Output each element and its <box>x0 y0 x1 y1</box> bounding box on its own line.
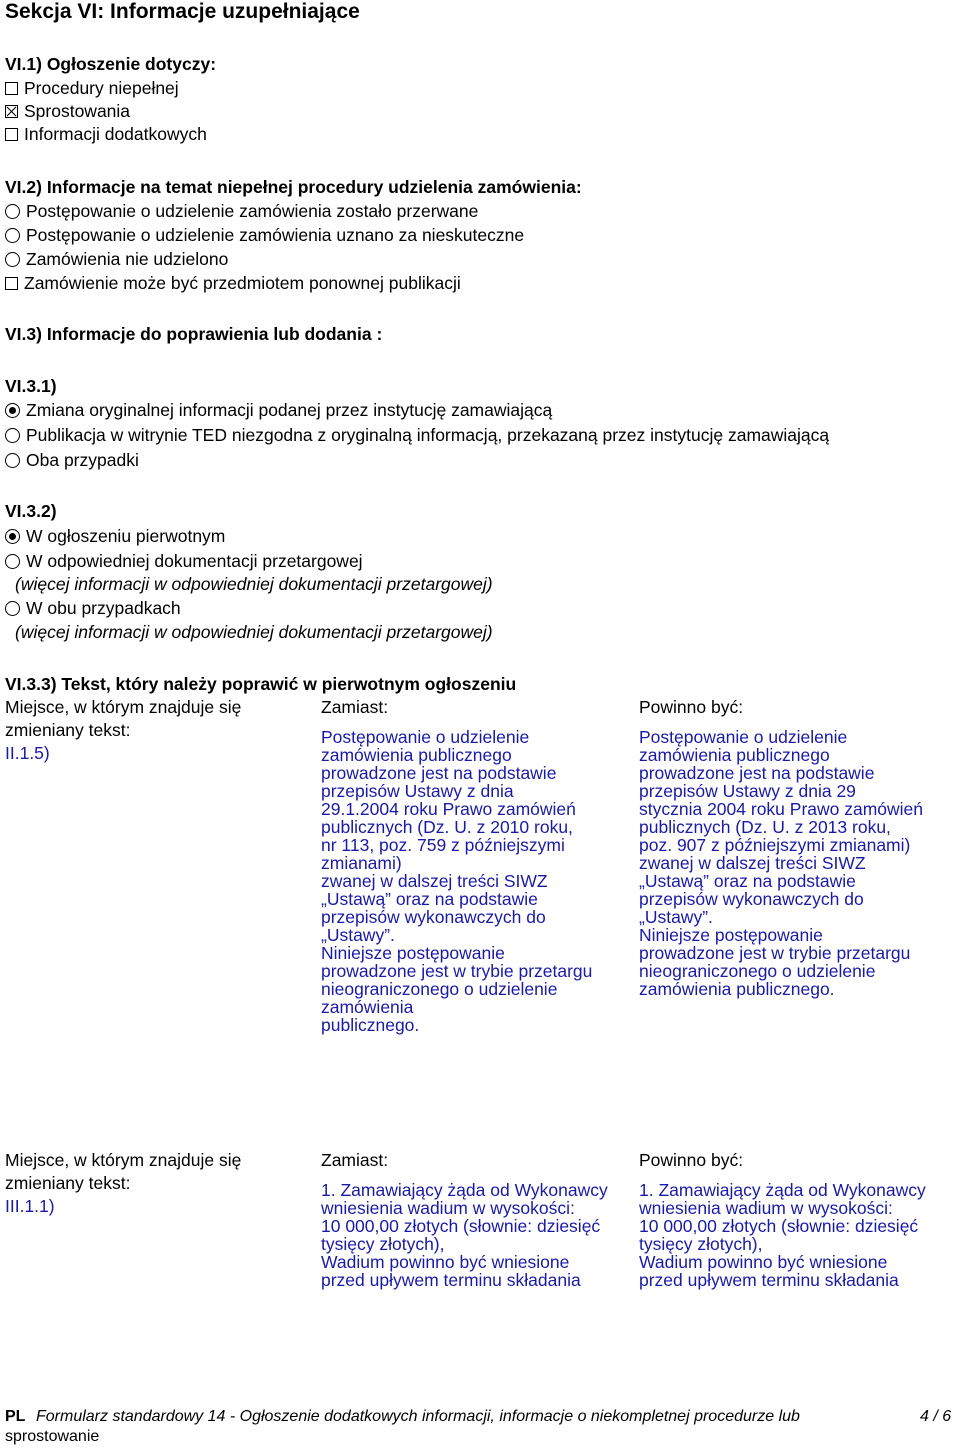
instead-label: Zamiast: <box>321 1150 389 1170</box>
text-line: Postępowanie o udzielenie <box>321 727 530 747</box>
text-line: „Ustawy”. <box>639 907 713 927</box>
footer-form-line2: sprostowanie <box>5 1428 100 1445</box>
option-label: W odpowiedniej dokumentacji przetargowej <box>26 551 363 571</box>
option-label: Zamówienia nie udzielono <box>26 249 229 269</box>
text-line: przepisów Ustawy z dnia 29 <box>639 781 856 801</box>
text-line: „Ustawą” oraz na podstawie <box>639 871 856 891</box>
vi33-heading: VI.3.3) Tekst, który należy poprawić w pierwotnym ogłoszeniu <box>5 674 517 694</box>
option-label: Postępowanie o udzielenie zamówienia uznano za nieskuteczne <box>26 225 525 245</box>
footer-lang: PL <box>5 1408 26 1425</box>
text-line: nieograniczonego o udzielenie <box>639 961 876 981</box>
radio-icon <box>5 554 20 569</box>
text-line: „Ustawy”. <box>321 925 395 945</box>
text-line: zwanej w dalszej treści SIWZ <box>321 871 548 891</box>
option-label: Oba przypadki <box>26 450 139 470</box>
place-value: II.1.5) <box>5 743 50 763</box>
radio-icon <box>5 453 20 468</box>
text-line: Wadium powinno być wniesione <box>321 1252 570 1272</box>
option-label: Sprostowania <box>24 101 131 121</box>
vi31-option-zmiana[interactable] <box>5 398 552 422</box>
text-line: 29.1.2004 roku Prawo zamówień <box>321 799 576 819</box>
vi31-option-ted[interactable] <box>5 423 829 447</box>
place-value: III.1.1) <box>5 1196 55 1216</box>
should-text <box>639 1181 926 1289</box>
text-line: „Ustawą” oraz na podstawie <box>321 889 538 909</box>
text-line: zwanej w dalszej treści SIWZ <box>639 853 866 873</box>
vi31-option-oba[interactable] <box>5 448 139 472</box>
text-line: Niniejsze postępowanie <box>321 943 505 963</box>
vi2-option-przerwane[interactable] <box>5 199 478 223</box>
vi2-option-nie-udzielono[interactable] <box>5 247 228 271</box>
text-line: nr 113, poz. 759 z późniejszymi <box>321 835 565 855</box>
checkbox-icon <box>5 82 18 95</box>
vi32-note-obu: (więcej informacji w odpowiedniej dokumentacji przetargowej) <box>15 622 493 642</box>
place-label-2: zmieniany tekst: <box>5 1173 131 1193</box>
place-label: Miejsce, w którym znajduje się <box>5 697 242 717</box>
text-line: 10 000,00 złotych (słownie: dziesięć <box>321 1216 601 1236</box>
section-title: Sekcja VI: Informacje uzupełniające <box>5 0 360 23</box>
text-line: tysięcy złotych), <box>321 1234 445 1254</box>
checkbox-checked-icon <box>5 105 18 118</box>
place-label: Miejsce, w którym znajduje się <box>5 1150 242 1170</box>
vi32-heading: VI.3.2) <box>5 501 57 521</box>
text-line: zmianami) <box>321 853 402 873</box>
option-label: Publikacja w witrynie TED niezgodna z oryginalną informacją, przekazaną przez instytucję zamawiającą <box>26 425 830 445</box>
vi2-option-nieskuteczne[interactable] <box>5 223 524 247</box>
text-line: zamówienia publicznego <box>639 745 830 765</box>
radio-icon <box>5 204 20 219</box>
vi32-option-pierwotnym[interactable] <box>5 524 225 548</box>
radio-icon <box>5 228 20 243</box>
text-line: 1. Zamawiający żąda od Wykonawcy <box>639 1180 926 1200</box>
radio-icon <box>5 428 20 443</box>
text-line: wniesienia wadium w wysokości: <box>639 1198 893 1218</box>
option-label: Zmiana oryginalnej informacji podanej przez instytucję zamawiającą <box>26 400 553 420</box>
text-line: 10 000,00 złotych (słownie: dziesięć <box>639 1216 919 1236</box>
vi1-option-sprostowania[interactable] <box>5 99 130 123</box>
radio-icon <box>5 601 20 616</box>
text-line: przed upływem terminu składania <box>639 1270 899 1290</box>
option-label: W obu przypadkach <box>26 598 181 618</box>
radio-icon <box>5 252 20 267</box>
checkbox-icon <box>5 277 18 290</box>
text-line: przepisów Ustawy z dnia <box>321 781 514 801</box>
text-line: zamówienia publicznego <box>321 745 512 765</box>
vi1-heading: VI.1) Ogłoszenie dotyczy: <box>5 54 217 74</box>
option-label: Postępowanie o udzielenie zamówienia zostało przerwane <box>26 201 479 221</box>
should-text <box>639 728 923 998</box>
text-line: zamówienia publicznego. <box>639 979 835 999</box>
instead-text <box>321 728 592 1034</box>
instead-label: Zamiast: <box>321 697 389 717</box>
text-line: nieograniczonego o udzielenie <box>321 979 558 999</box>
option-label: Zamówienie może być przedmiotem ponownej publikacji <box>24 273 461 293</box>
text-line: prowadzone jest na podstawie <box>321 763 557 783</box>
vi3-heading: VI.3) Informacje do poprawienia lub dodania : <box>5 324 383 344</box>
checkbox-icon <box>5 128 18 141</box>
option-label: Procedury niepełnej <box>24 78 179 98</box>
vi2-heading: VI.2) Informacje na temat niepełnej procedury udzielenia zamówienia: <box>5 177 582 197</box>
text-line: publicznego. <box>321 1015 420 1035</box>
text-line: Niniejsze postępowanie <box>639 925 823 945</box>
text-line: Postępowanie o udzielenie <box>639 727 848 747</box>
text-line: tysięcy złotych), <box>639 1234 763 1254</box>
text-line: stycznia 2004 roku Prawo zamówień <box>639 799 924 819</box>
text-line: poz. 907 z późniejszymi zmianami) <box>639 835 911 855</box>
text-line: przed upływem terminu składania <box>321 1270 581 1290</box>
text-line: prowadzone jest w trybie przetargu <box>321 961 593 981</box>
text-line: publicznych (Dz. U. z 2010 roku, <box>321 817 573 837</box>
vi31-heading: VI.3.1) <box>5 376 57 396</box>
option-label: Informacji dodatkowych <box>24 124 207 144</box>
radio-selected-icon <box>5 403 20 418</box>
text-line: prowadzone jest na podstawie <box>639 763 875 783</box>
vi1-option-procedury[interactable] <box>5 76 179 100</box>
vi32-option-obu[interactable] <box>5 596 181 620</box>
instead-text <box>321 1181 608 1289</box>
text-line: zamówienia <box>321 997 414 1017</box>
vi2-option-ponownej-publikacji[interactable] <box>5 271 461 295</box>
text-line: Wadium powinno być wniesione <box>639 1252 888 1272</box>
should-label: Powinno być: <box>639 1150 744 1170</box>
text-line: publicznych (Dz. U. z 2013 roku, <box>639 817 891 837</box>
footer-page: 4 / 6 <box>920 1408 952 1425</box>
should-label: Powinno być: <box>639 697 744 717</box>
text-line: przepisów wykonawczych do <box>321 907 546 927</box>
text-line: przepisów wykonawczych do <box>639 889 864 909</box>
text-line: wniesienia wadium w wysokości: <box>321 1198 575 1218</box>
vi1-option-informacji[interactable] <box>5 122 207 146</box>
radio-selected-icon <box>5 529 20 544</box>
option-label: W ogłoszeniu pierwotnym <box>26 526 226 546</box>
place-label-2: zmieniany tekst: <box>5 720 131 740</box>
text-line: prowadzone jest w trybie przetargu <box>639 943 911 963</box>
vi32-note-dokumentacji: (więcej informacji w odpowiedniej dokumentacji przetargowej) <box>15 574 493 594</box>
footer-form-line1: Formularz standardowy 14 - Ogłoszenie dodatkowych informacji, informacje o niekompletnej procedurze lub <box>36 1408 800 1425</box>
vi32-option-dokumentacji[interactable] <box>5 549 363 573</box>
text-line: 1. Zamawiający żąda od Wykonawcy <box>321 1180 608 1200</box>
